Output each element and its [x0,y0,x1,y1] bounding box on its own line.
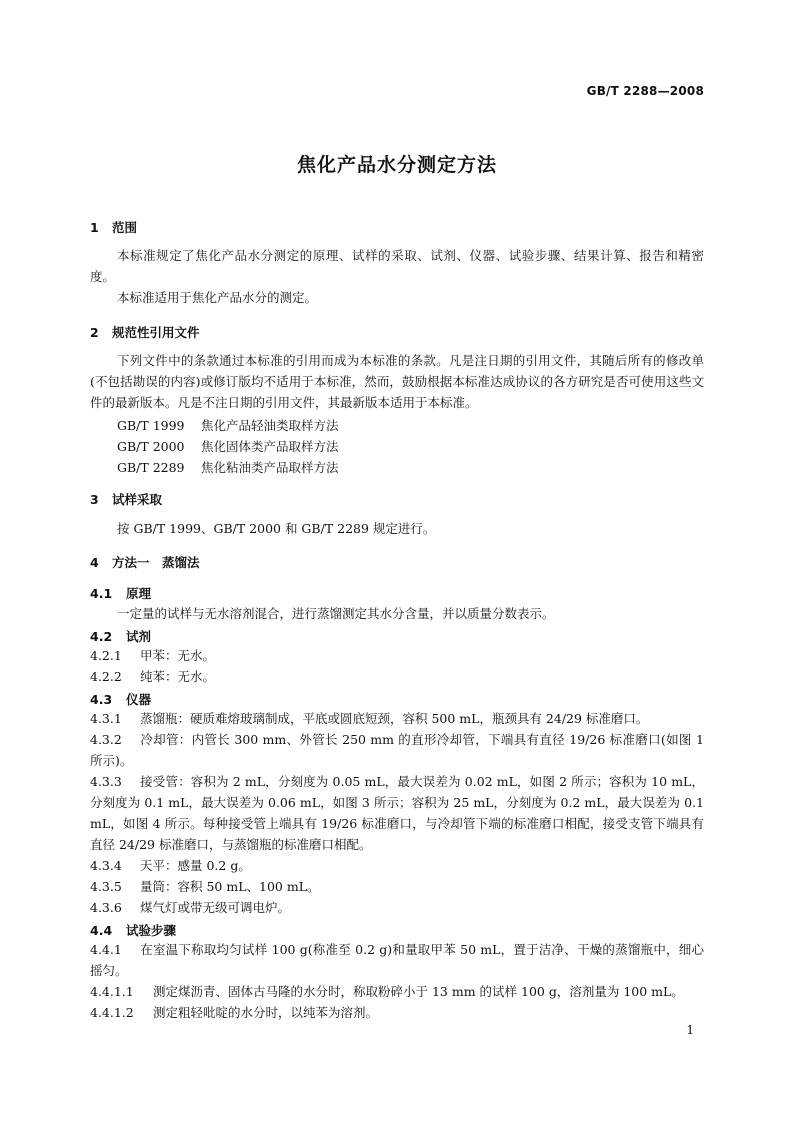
clause-4-4-1-1: 4.4.1.1 测定煤沥青、固体古马隆的水分时，称取粉碎小于 13 mm 的试样 100 g，溶剂量为 100 mL。 [90,984,684,999]
clause-4-2-2: 4.2.2 纯苯：无水。 [90,669,216,684]
section-4-4-heading: 4.4 试验步骤 [90,923,177,938]
document-title: 焦化产品水分测定方法 [296,154,497,176]
section-2-paragraph-1: 下列文件中的条款通过本标准的引用而成为本标准的条款。凡是注日期的引用文件，其随后所有的修改单(不包括勘误的内容)或修订版均不适用于本标准，然而，鼓励根据本标准达成协议的各方研究是否可使用这些文件的最新版本。凡是不注日期的引用文件，其最新版本适用于本标准。 [90,353,704,410]
clause-4-2-1: 4.2.1 甲苯：无水。 [90,648,216,663]
section-1-heading: 1 范围 [90,220,138,235]
section-1-paragraph-2: 本标准适用于焦化产品水分的测定。 [117,290,318,305]
clause-4-3-1: 4.3.1 蒸馏瓶：硬质难熔玻璃制成，平底或圆底短颈，容积 500 mL，瓶颈具有 24/29 标准磨口。 [90,711,649,726]
section-4-1-paragraph: 一定量的试样与无水溶剂混合，进行蒸馏测定其水分含量，并以质量分数表示。 [117,606,555,621]
reference-item: GB/T 2289 焦化粘油类产品取样方法 [117,460,339,475]
clause-4-4-1: 4.4.1 在室温下称取均匀试样 100 g(称准至 0.2 g)和量取甲苯 50 mL，置于洁净、干燥的蒸馏瓶中，细心摇匀。 [90,942,704,978]
section-4-2-heading: 4.2 试剂 [90,629,152,644]
section-3-paragraph-1: 按 GB/T 1999、GB/T 2000 和 GB/T 2289 规定进行。 [117,521,436,536]
clause-4-4-1-2: 4.4.1.2 测定粗轻吡啶的水分时，以纯苯为溶剂。 [90,1005,379,1020]
clause-4-3-5: 4.3.5 量筒：容积 50 mL、100 mL。 [90,879,320,894]
reference-item: GB/T 1999 焦化产品轻油类取样方法 [117,418,339,433]
clause-4-3-6: 4.3.6 煤气灯或带无级可调电炉。 [90,900,291,915]
clause-4-3-2: 4.3.2 冷却管：内管长 300 mm、外管长 250 mm 的直形冷却管，下端具有直径 19/26 标准磨口(如图 1 所示)。 [90,732,704,768]
section-4-1-heading: 4.1 原理 [90,586,152,601]
page-number: 1 [686,1023,694,1037]
section-1-paragraph-1: 本标准规定了焦化产品水分测定的原理、试样的采取、试剂、仪器、试验步骤、结果计算、报告和精密度。 [90,248,704,284]
reference-item: GB/T 2000 焦化固体类产品取样方法 [117,439,339,454]
standard-number: GB/T 2288—2008 [586,84,704,98]
clause-4-3-4: 4.3.4 天平：感量 0.2 g。 [90,858,251,873]
section-4-heading: 4 方法一 蒸馏法 [90,555,200,570]
section-2-heading: 2 规范性引用文件 [90,325,200,340]
section-4-3-heading: 4.3 仪器 [90,692,152,707]
clause-4-3-3: 4.3.3 接受管：容积为 2 mL，分刻度为 0.05 mL，最大误差为 0.02 mL，如图 2 所示；容积为 10 mL，分刻度为 0.1 mL，最大误差为 0.06 mL，如图 3 所示；容积为 25 mL，分刻度为 0.2 mL，最大误差为 0.1 mL，如图 4 所示。每种接受管上端具有 19/26 标准磨口，与冷却管下端的标准磨口相配，接受支管下端具有直径 24/29 标准磨口，与蒸馏瓶的标准磨口相配。 [90,774,704,852]
section-3-heading: 3 试样采取 [90,492,163,507]
